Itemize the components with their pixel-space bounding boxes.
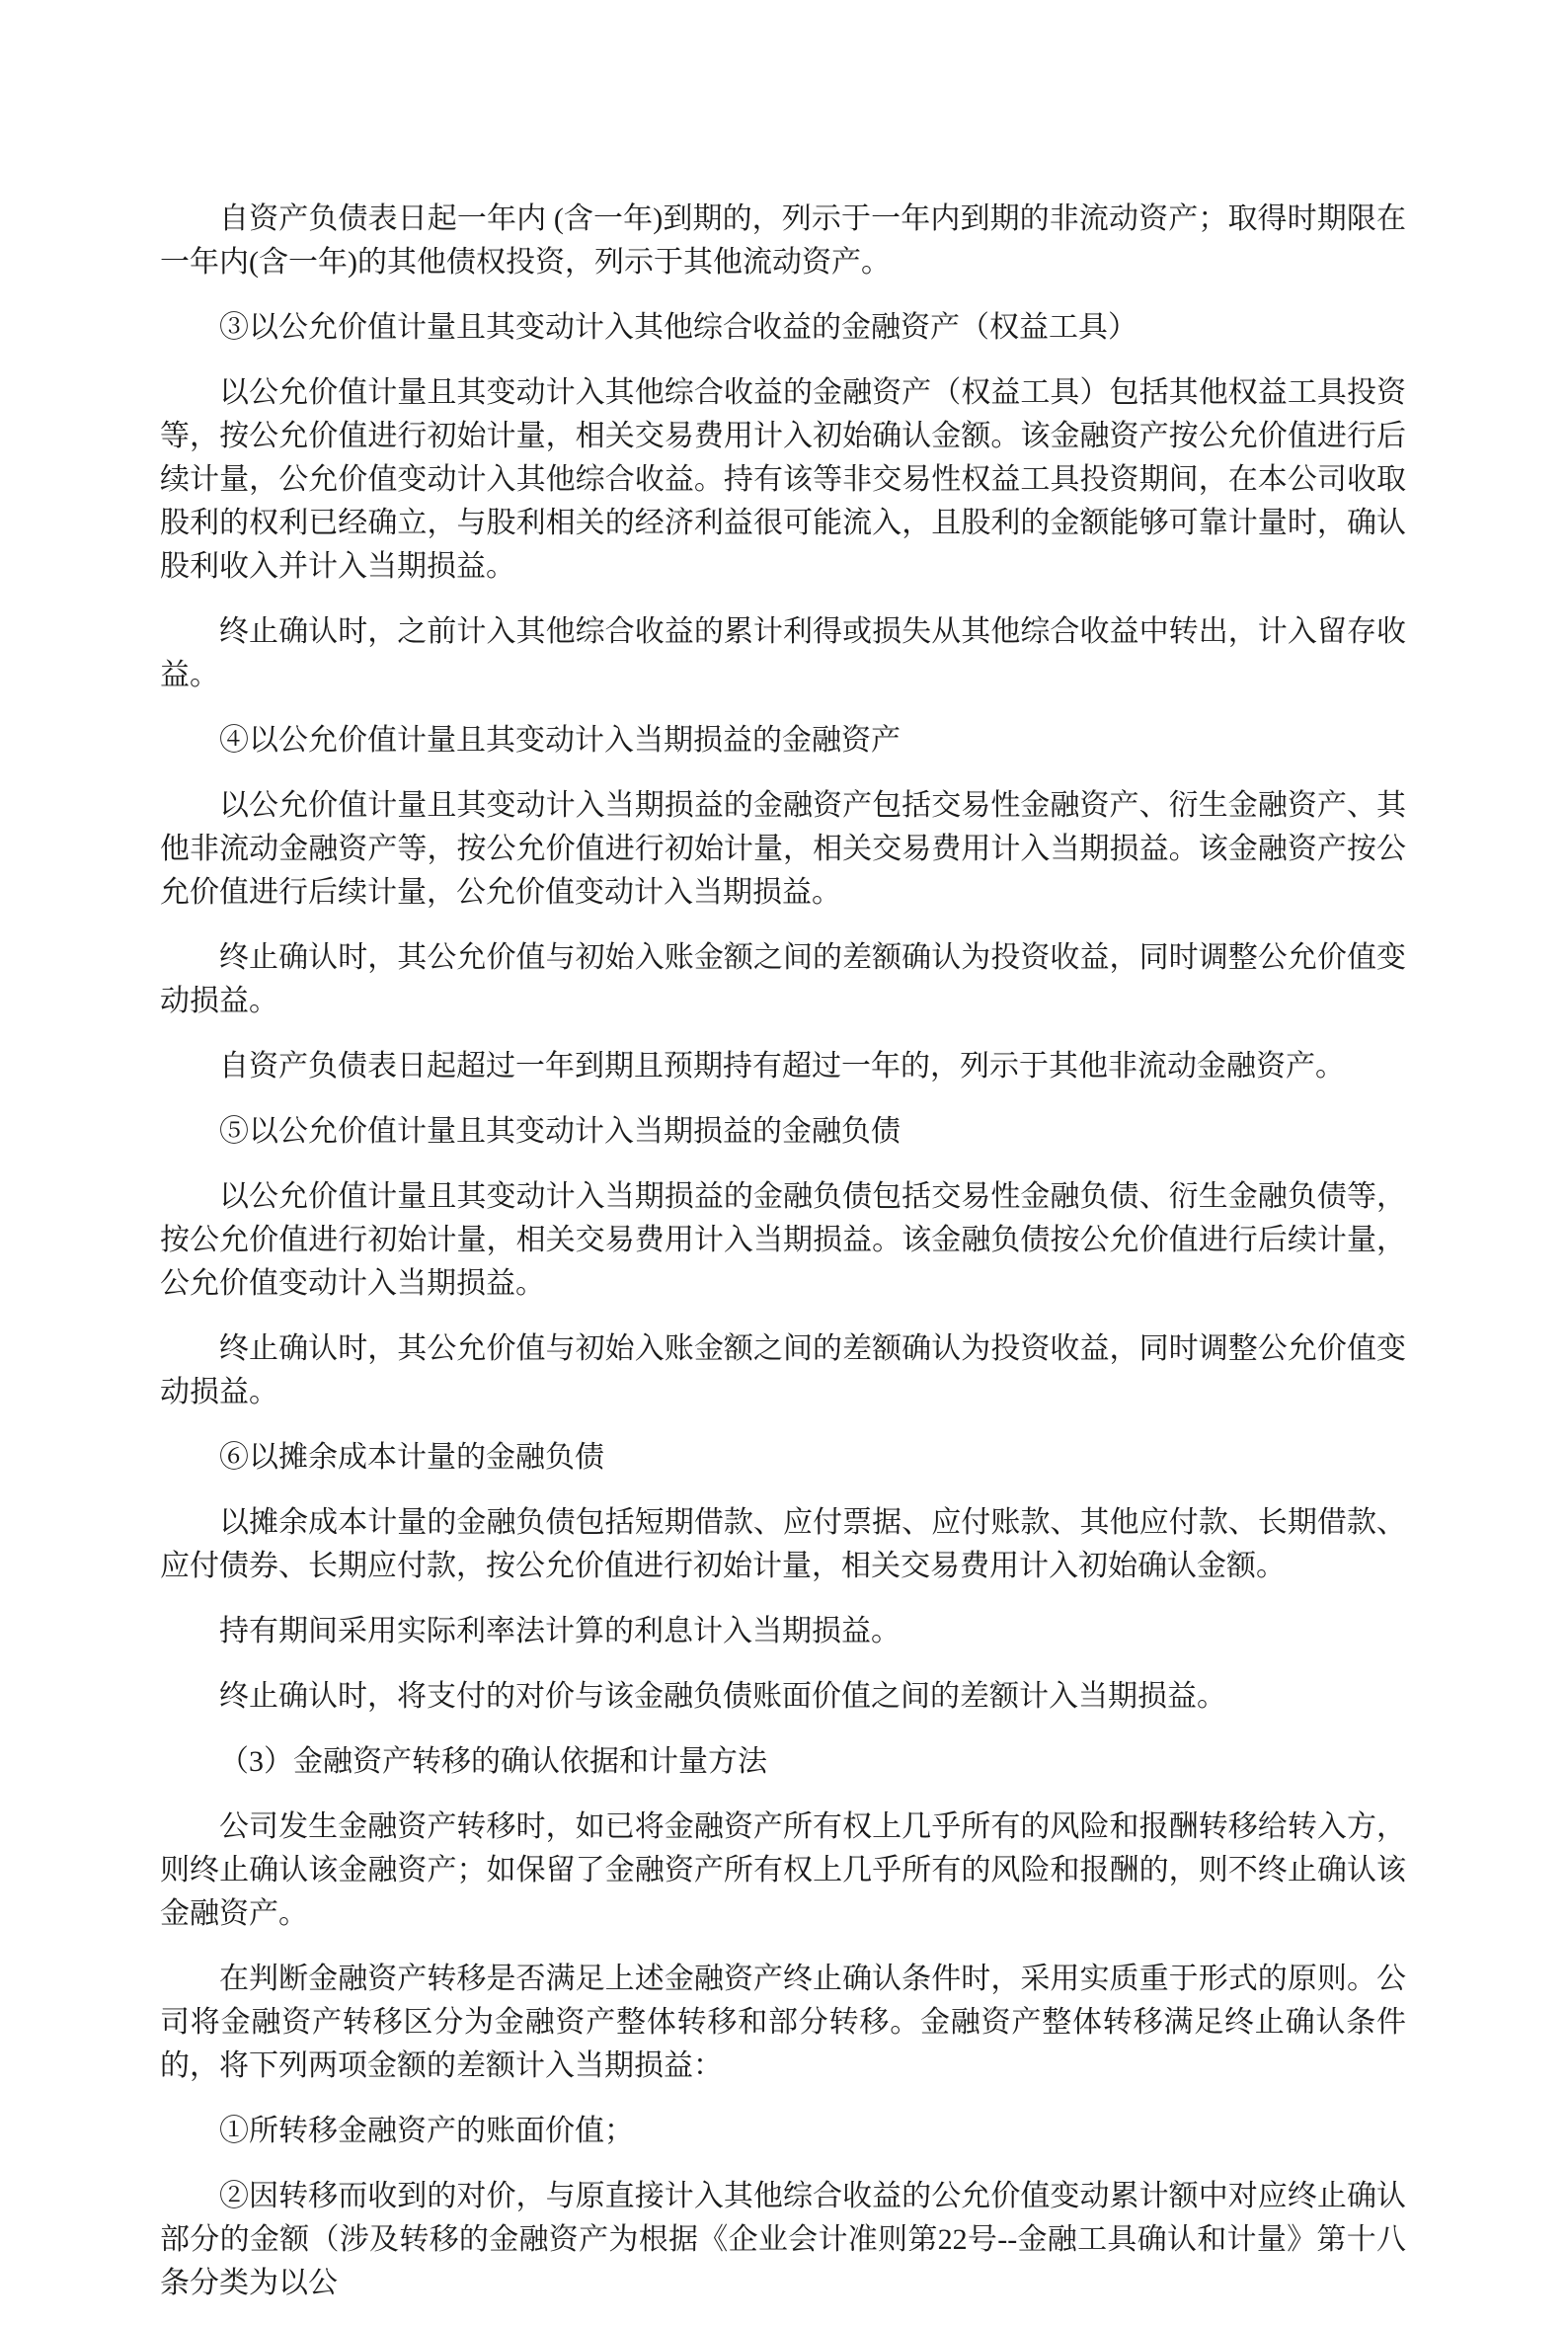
para-item5-description: 以公允价值计量且其变动计入当期损益的金融负债包括交易性金融负债、衍生金融负债等，按公允价值进行初始计量，相关交易费用计入当期损益。该金融负债按公允价值进行后续计量，公允价值变动计入当期损益。	[160, 1180, 1406, 1300]
heading-item5-fvtpl-liabilities: ⑤以公允价值计量且其变动计入当期损益的金融负债	[219, 1115, 901, 1148]
para-item6-description: 以摊余成本计量的金融负债包括短期借款、应付票据、应付账款、其他应付款、长期借款、应付债券、长期应付款，按公允价值进行初始计量，相关交易费用计入初始确认金额。	[160, 1506, 1406, 1582]
heading-item3-fvoci-equity-assets: ③以公允价值计量且其变动计入其他综合收益的金融资产（权益工具）	[219, 311, 1137, 344]
para-item4-presentation: 自资产负债表日起超过一年到期且预期持有超过一年的，列示于其他非流动金融资产。	[219, 1050, 1345, 1083]
para-item5-derecognition: 终止确认时，其公允价值与初始入账金额之间的差额确认为投资收益，同时调整公允价值变动损益。	[160, 1332, 1406, 1408]
para-item3-description: 以公允价值计量且其变动计入其他综合收益的金融资产（权益工具）包括其他权益工具投资等，按公允价值进行初始计量，相关交易费用计入初始确认金额。该金融资产按公允价值进行后续计量，公允价值变动计入其他综合收益。持有该等非交易性权益工具投资期间，在本公司收取股利的权利已经确立，与股利相关的经济利益很可能流入，且股利的金额能够可靠计量时，确认股利收入并计入当期损益。	[160, 376, 1406, 583]
para-item4-description: 以公允价值计量且其变动计入当期损益的金融资产包括交易性金融资产、衍生金融资产、其他非流动金融资产等，按公允价值进行初始计量，相关交易费用计入当期损益。该金融资产按公允价值进行后续计量，公允价值变动计入当期损益。	[160, 789, 1406, 909]
para-transfer-recognition: 公司发生金融资产转移时，如已将金融资产所有权上几乎所有的风险和报酬转移给转入方，则终止确认该金融资产；如保留了金融资产所有权上几乎所有的风险和报酬的，则不终止确认该金融资产。	[160, 1810, 1406, 1930]
document-content	[160, 198, 1406, 2327]
para-transfer-item1-carrying-value: ①所转移金融资产的账面价值；	[219, 2115, 634, 2147]
heading-item4-fvtpl-assets: ④以公允价值计量且其变动计入当期损益的金融资产	[219, 724, 901, 757]
para-item6-derecognition: 终止确认时，将支付的对价与该金融负债账面价值之间的差额计入当期损益。	[219, 1680, 1226, 1713]
heading-section3-asset-transfer: （3）金融资产转移的确认依据和计量方法	[219, 1745, 767, 1778]
para-item3-derecognition: 终止确认时，之前计入其他综合收益的累计利得或损失从其他综合收益中转出，计入留存收益。	[160, 615, 1406, 691]
para-presentation-other-debt-investments: 自资产负债表日起一年内 (含一年)到期的，列示于一年内到期的非流动资产；取得时期限在一年内(含一年)的其他债权投资，列示于其他流动资产。	[160, 202, 1406, 279]
heading-item6-amortized-cost-liabilities: ⑥以摊余成本计量的金融负债	[219, 1441, 604, 1474]
para-transfer-judgment: 在判断金融资产转移是否满足上述金融资产终止确认条件时，采用实质重于形式的原则。公司将金融资产转移区分为金融资产整体转移和部分转移。金融资产整体转移满足终止确认条件的，将下列两项金额的差额计入当期损益：	[160, 1963, 1406, 2082]
para-transfer-item2-consideration: ②因转移而收到的对价，与原直接计入其他综合收益的公允价值变动累计额中对应终止确认部分的金额（涉及转移的金融资产为根据《企业会计准则第22号--金融工具确认和计量》第十八条分类为以公	[160, 2180, 1406, 2299]
para-item4-derecognition: 终止确认时，其公允价值与初始入账金额之间的差额确认为投资收益，同时调整公允价值变动损益。	[160, 941, 1406, 1017]
para-item6-interest: 持有期间采用实际利率法计算的利息计入当期损益。	[219, 1615, 901, 1647]
